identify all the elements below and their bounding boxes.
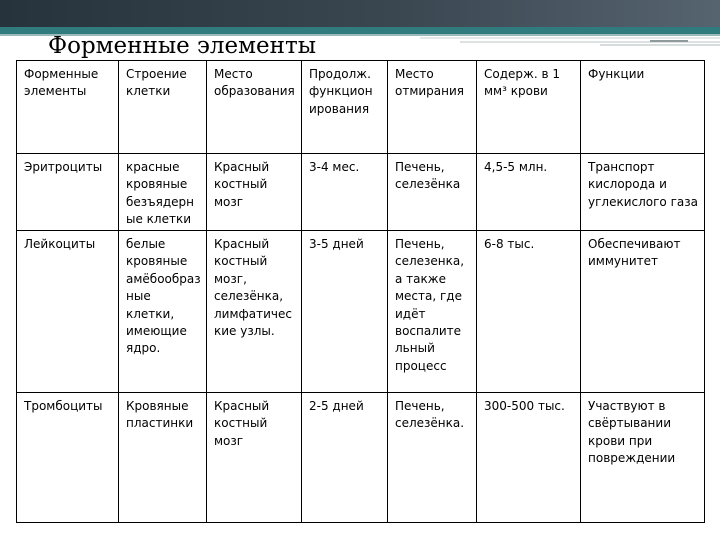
header-cell-destruction: Место отмирания <box>388 61 477 154</box>
table-cell: Участвуют в свёртывании крови при повреждении <box>581 393 705 523</box>
header-cell-functions: Функции <box>581 61 705 154</box>
table-cell: Печень, селезёнка. <box>388 393 477 523</box>
table-cell: 6-8 тыс. <box>477 231 581 393</box>
table-cell: 3-4 мес. <box>302 154 388 231</box>
table-cell: Обеспечивают иммунитет <box>581 231 705 393</box>
table-cell: 2-5 дней <box>302 393 388 523</box>
table-header-row <box>17 61 705 154</box>
header-cell-elements: Форменные элементы <box>17 61 119 154</box>
table-cell: Кровяные пластинки <box>119 393 207 523</box>
table-cell: красные кровяные безъядерн ые клетки <box>119 154 207 231</box>
page-title: Форменные элементы <box>48 33 317 59</box>
table-cell: Эритроциты <box>17 154 119 231</box>
decorative-lines <box>420 32 720 52</box>
table-cell: 4,5-5 млн. <box>477 154 581 231</box>
header-band-dark <box>0 0 720 27</box>
header-cell-structure: Строение клетки <box>119 61 207 154</box>
header-cell-origin: Место образования <box>207 61 302 154</box>
table-cell: Транспорт кислорода и углекислого газа <box>581 154 705 231</box>
table-row <box>17 393 705 523</box>
table-cell: белые кровяные амёбообраз ные клетки, имеющие ядро. <box>119 231 207 393</box>
table-cell: Печень, селезёнка <box>388 154 477 231</box>
header-cell-lifespan: Продолж. функцион ирования <box>302 61 388 154</box>
table-cell: Печень, селезенка, а также места, где идёт воспалите льный процесс <box>388 231 477 393</box>
table-cell: Лейкоциты <box>17 231 119 393</box>
table-cell: Красный костный мозг <box>207 154 302 231</box>
table-row <box>17 231 705 393</box>
table-cell: 3-5 дней <box>302 231 388 393</box>
table-cell: Красный костный мозг <box>207 393 302 523</box>
blood-cells-table <box>16 60 705 523</box>
table-cell: Красный костный мозг, селезёнка, лимфатичес кие узлы. <box>207 231 302 393</box>
table-row <box>17 154 705 231</box>
table-cell: Тромбоциты <box>17 393 119 523</box>
header-cell-content: Содерж. в 1 мм³ крови <box>477 61 581 154</box>
table-cell: 300-500 тыс. <box>477 393 581 523</box>
